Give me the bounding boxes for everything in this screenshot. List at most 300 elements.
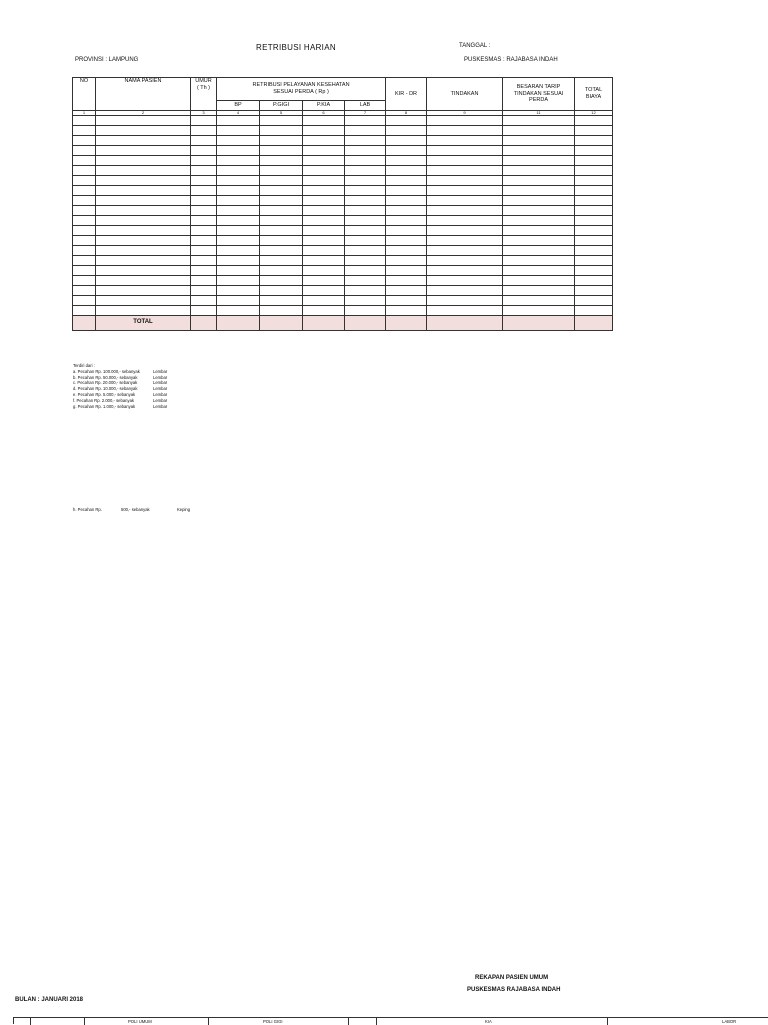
table-row [73, 256, 613, 266]
table-cell [260, 116, 303, 126]
table-cell [96, 206, 191, 216]
table-cell [260, 266, 303, 276]
total-row [73, 316, 613, 331]
table-cell [73, 126, 96, 136]
table-cell [386, 126, 427, 136]
table-row [73, 196, 613, 206]
table-cell [303, 276, 345, 286]
table-cell [303, 266, 345, 276]
table-cell [191, 226, 217, 236]
table-cell [575, 206, 613, 216]
table-cell [575, 306, 613, 316]
table-row [73, 266, 613, 276]
table-cell [575, 296, 613, 306]
table-cell [386, 216, 427, 226]
table-cell [73, 276, 96, 286]
table-cell [191, 256, 217, 266]
table-cell [260, 176, 303, 186]
table-cell [260, 276, 303, 286]
table-row [73, 166, 613, 176]
col-besaran-header [503, 78, 575, 111]
table-cell [191, 176, 217, 186]
table-row [73, 156, 613, 166]
table-cell [575, 166, 613, 176]
table-cell [427, 276, 503, 286]
table-cell [427, 186, 503, 196]
table-cell [191, 276, 217, 286]
table-cell [575, 156, 613, 166]
table-cell [427, 126, 503, 136]
table-cell [303, 186, 345, 196]
table-cell [73, 136, 96, 146]
table-cell [345, 296, 386, 306]
table-cell [345, 196, 386, 206]
table-cell [386, 246, 427, 256]
table-cell [575, 176, 613, 186]
table-row [73, 186, 613, 196]
table-cell [386, 186, 427, 196]
col-umur-label: UMUR ( Th ) [195, 78, 212, 91]
table-cell [73, 196, 96, 206]
table-cell [303, 256, 345, 266]
sub-bp-header: BP [217, 101, 260, 111]
pecahan-item-unit: Lembar [153, 374, 168, 380]
col-number: 3 [191, 111, 217, 116]
col-nama-label: NAMA PASIEN [124, 78, 162, 84]
table-cell [345, 266, 386, 276]
table-cell [191, 246, 217, 256]
table-cell [260, 206, 303, 216]
table-cell [386, 296, 427, 306]
total-label: TOTAL [96, 316, 191, 331]
table-cell [217, 306, 260, 316]
table-cell [386, 136, 427, 146]
table-cell [503, 236, 575, 246]
table-cell [96, 176, 191, 186]
table-cell [96, 256, 191, 266]
col-nama-header [96, 78, 191, 111]
table-cell [96, 156, 191, 166]
table-cell [386, 266, 427, 276]
table-cell [575, 136, 613, 146]
table-cell [427, 256, 503, 266]
table-cell [303, 136, 345, 146]
table-cell [73, 156, 96, 166]
table-cell [386, 206, 427, 216]
table-cell [345, 156, 386, 166]
table-cell [503, 136, 575, 146]
pecahan-item [73, 404, 167, 410]
table-row [73, 296, 613, 306]
table-cell [96, 226, 191, 236]
table-cell [303, 296, 345, 306]
table-cell [427, 286, 503, 296]
table-body [73, 116, 613, 316]
table-cell [96, 276, 191, 286]
table-cell [386, 286, 427, 296]
pecahan-notes [73, 363, 167, 409]
table-cell [96, 236, 191, 246]
table-cell [217, 246, 260, 256]
table-cell [217, 156, 260, 166]
col-number: 11 [503, 111, 575, 116]
table-cell [217, 186, 260, 196]
pecahan-item-label: g. Pecahan Rp. 1.000,- sebanyak [73, 403, 136, 409]
notes-heading: Terdiri dari : [73, 363, 95, 368]
table-cell [575, 216, 613, 226]
table-cell [217, 166, 260, 176]
table-cell [73, 176, 96, 186]
table-cell [503, 156, 575, 166]
table-cell [386, 116, 427, 126]
table-cell [217, 216, 260, 226]
table-row [73, 136, 613, 146]
table-cell [73, 306, 96, 316]
table-cell [345, 216, 386, 226]
table-cell [260, 246, 303, 256]
table-cell [217, 196, 260, 206]
table-cell [217, 176, 260, 186]
table-row [73, 206, 613, 216]
table-cell [503, 256, 575, 266]
table-row [73, 126, 613, 136]
table-cell [427, 246, 503, 256]
table-cell [503, 126, 575, 136]
table-cell [96, 196, 191, 206]
total-cell [260, 316, 303, 331]
table-cell [73, 226, 96, 236]
table-cell [303, 156, 345, 166]
pecahan-item-unit: Lembar [153, 386, 168, 392]
table-cell [260, 226, 303, 236]
table-cell [191, 306, 217, 316]
table-row [73, 246, 613, 256]
table-cell [303, 116, 345, 126]
table-cell [96, 216, 191, 226]
table-cell [217, 286, 260, 296]
table-cell [503, 196, 575, 206]
table-cell [73, 216, 96, 226]
col-tindakan-label: TINDAKAN [450, 90, 479, 97]
table-row [73, 276, 613, 286]
table-cell [386, 196, 427, 206]
table-cell [427, 216, 503, 226]
table-cell [260, 166, 303, 176]
table-cell [260, 236, 303, 246]
table-cell [96, 166, 191, 176]
table-cell [73, 236, 96, 246]
table-cell [73, 256, 96, 266]
table-cell [217, 126, 260, 136]
table-cell [191, 286, 217, 296]
table-cell [303, 236, 345, 246]
table-cell [345, 146, 386, 156]
table-cell [345, 236, 386, 246]
table-cell [345, 206, 386, 216]
table-cell [427, 236, 503, 246]
table-cell [427, 266, 503, 276]
table-cell [191, 216, 217, 226]
table-cell [303, 206, 345, 216]
pecahan-h-label: h. Pecahan Rp. [73, 507, 102, 512]
table-cell [345, 186, 386, 196]
table-cell [96, 306, 191, 316]
table-cell [96, 146, 191, 156]
col-number: 6 [303, 111, 345, 116]
table-cell [427, 206, 503, 216]
table-row [73, 176, 613, 186]
table-cell [303, 196, 345, 206]
table-cell [191, 126, 217, 136]
table-cell [260, 136, 303, 146]
table-cell [427, 176, 503, 186]
table-cell [386, 276, 427, 286]
table-cell [217, 146, 260, 156]
table-cell [345, 276, 386, 286]
table-cell [575, 246, 613, 256]
table-row [73, 216, 613, 226]
table-cell [73, 186, 96, 196]
table-cell [73, 146, 96, 156]
pecahan-item-unit: Lembar [153, 397, 168, 403]
table-cell [73, 266, 96, 276]
table-cell [96, 296, 191, 306]
document-title: RETRIBUSI HARIAN [256, 43, 336, 52]
total-cell [386, 316, 427, 331]
table-cell [503, 186, 575, 196]
table-row [73, 116, 613, 126]
pecahan-item-unit: Lembar [153, 403, 168, 409]
table-cell [96, 126, 191, 136]
table-cell [386, 176, 427, 186]
table-cell [260, 256, 303, 266]
table-cell [345, 166, 386, 176]
table-cell [191, 206, 217, 216]
table-cell [427, 136, 503, 146]
table-cell [96, 136, 191, 146]
table-cell [217, 266, 260, 276]
table-cell [575, 186, 613, 196]
col-number: 2 [96, 111, 191, 116]
rekap-col-labor: LABOR [722, 1019, 737, 1024]
table-cell [260, 286, 303, 296]
table-cell [260, 186, 303, 196]
table-cell [260, 146, 303, 156]
table-cell [386, 146, 427, 156]
table-cell [303, 166, 345, 176]
table-cell [303, 126, 345, 136]
col-retribusi-label: RETRIBUSI PELAYANAN KESEHATAN SESUAI PERDA ( Rp ) [252, 82, 350, 95]
col-number: 4 [217, 111, 260, 116]
table-cell [191, 186, 217, 196]
col-no-header [73, 78, 96, 111]
table-cell [345, 256, 386, 266]
table-cell [191, 266, 217, 276]
table-cell [575, 116, 613, 126]
table-cell [191, 196, 217, 206]
pecahan-item-label: a. Pecahan Rp. 100.000,- sebanyak [73, 368, 140, 374]
rekap-col-poli-umum: POLI UMUM [128, 1019, 152, 1024]
table-cell [427, 116, 503, 126]
table-cell [303, 176, 345, 186]
rekap-col-poli-gigi: POLI GIGI [263, 1019, 283, 1024]
table-cell [503, 176, 575, 186]
table-cell [345, 136, 386, 146]
table-row [73, 306, 613, 316]
col-number: 9 [427, 111, 503, 116]
total-cell [303, 316, 345, 331]
table-cell [575, 126, 613, 136]
table-cell [260, 296, 303, 306]
table-cell [575, 276, 613, 286]
table-cell [303, 286, 345, 296]
table-cell [217, 116, 260, 126]
table-cell [427, 196, 503, 206]
col-total-header [575, 78, 613, 111]
table-cell [503, 166, 575, 176]
table-cell [386, 226, 427, 236]
col-number: 12 [575, 111, 613, 116]
table-cell [96, 116, 191, 126]
table-cell [217, 226, 260, 236]
table-cell [73, 296, 96, 306]
table-cell [503, 306, 575, 316]
table-cell [73, 286, 96, 296]
table-row [73, 226, 613, 236]
table-cell [217, 296, 260, 306]
col-kir-label: KIR - DR [395, 90, 418, 97]
table-cell [345, 176, 386, 186]
table-cell [427, 306, 503, 316]
pecahan-h-value: 500,- sebanyak [121, 507, 150, 512]
table-cell [217, 256, 260, 266]
total-cell [191, 316, 217, 331]
table-cell [503, 276, 575, 286]
table-row [73, 286, 613, 296]
table-cell [345, 126, 386, 136]
table-cell [575, 226, 613, 236]
table-cell [427, 156, 503, 166]
table-cell [217, 236, 260, 246]
table-cell [191, 116, 217, 126]
pecahan-h-unit: Keping [177, 507, 191, 512]
table-cell [503, 206, 575, 216]
table-cell [303, 226, 345, 236]
table-cell [575, 196, 613, 206]
table-cell [503, 216, 575, 226]
pecahan-item-label: b. Pecahan Rp. 50.000,- sebanyak [73, 374, 138, 380]
table-cell [96, 286, 191, 296]
total-cell [427, 316, 503, 331]
total-cell [503, 316, 575, 331]
col-tindakan-header [427, 78, 503, 111]
table-cell [217, 206, 260, 216]
table-cell [217, 276, 260, 286]
pecahan-h-line [73, 507, 190, 512]
table-cell [575, 286, 613, 296]
sub-pkia-header: P.KIA [303, 101, 345, 111]
table-cell [191, 136, 217, 146]
total-cell [575, 316, 613, 331]
sub-lab-header: LAB [345, 101, 386, 111]
retribusi-table [72, 77, 613, 331]
col-number: 7 [345, 111, 386, 116]
table-cell [575, 236, 613, 246]
table-cell [96, 186, 191, 196]
pecahan-item-unit: Lembar [153, 368, 168, 374]
table-cell [217, 136, 260, 146]
table-cell [345, 246, 386, 256]
pecahan-item-label: e. Pecahan Rp. 5.000,- sebanyak [73, 391, 136, 397]
table-cell [96, 266, 191, 276]
table-cell [345, 116, 386, 126]
table-cell [503, 286, 575, 296]
table-cell [191, 146, 217, 156]
table-cell [386, 306, 427, 316]
tanggal-label: TANGGAL : [459, 43, 491, 49]
table-cell [345, 286, 386, 296]
table-cell [303, 146, 345, 156]
table-cell [260, 306, 303, 316]
table-cell [503, 296, 575, 306]
table-cell [503, 246, 575, 256]
table-cell [191, 296, 217, 306]
table-cell [575, 266, 613, 276]
table-cell [503, 116, 575, 126]
col-number: 1 [73, 111, 96, 116]
table-cell [260, 216, 303, 226]
sub-pgigi-header: P.GIGI [260, 101, 303, 111]
table-cell [386, 256, 427, 266]
pecahan-item-unit: Lembar [153, 380, 168, 386]
bulan-label: BULAN : JANUARI 2018 [15, 997, 84, 1003]
table-cell [303, 246, 345, 256]
table-cell [73, 116, 96, 126]
rekap-title: REKAPAN PASIEN UMUM [475, 975, 549, 981]
col-kir-header [386, 78, 427, 111]
table-cell [191, 166, 217, 176]
table-cell [191, 236, 217, 246]
table-cell [503, 266, 575, 276]
table-cell [191, 156, 217, 166]
table-cell [503, 146, 575, 156]
col-besaran-label: BESARAN TARIP TINDAKAN SESUAI PERDA [513, 84, 564, 104]
table-cell [73, 166, 96, 176]
table-cell [575, 146, 613, 156]
table-cell [427, 296, 503, 306]
table-cell [96, 246, 191, 256]
rekap-subtitle: PUSKESMAS RAJABASA INDAH [467, 987, 561, 993]
table-cell [575, 256, 613, 266]
table-row [73, 236, 613, 246]
table-cell [303, 216, 345, 226]
table-cell [260, 196, 303, 206]
pecahan-item-unit: Lembar [153, 391, 168, 397]
table-cell [386, 236, 427, 246]
table-cell [427, 146, 503, 156]
total-cell [73, 316, 96, 331]
table-cell [386, 156, 427, 166]
table-cell [345, 306, 386, 316]
total-cell [217, 316, 260, 331]
table-cell [303, 306, 345, 316]
table-cell [73, 206, 96, 216]
col-retribusi-header [217, 78, 386, 101]
pecahan-item-label: c. Pecahan Rp. 20.000,- sebanyak [73, 380, 138, 386]
col-umur-header [191, 78, 217, 111]
col-no-label: NO [79, 78, 89, 84]
pecahan-item-label: f. Pecahan Rp. 2.000,- sebanyak [73, 397, 134, 403]
